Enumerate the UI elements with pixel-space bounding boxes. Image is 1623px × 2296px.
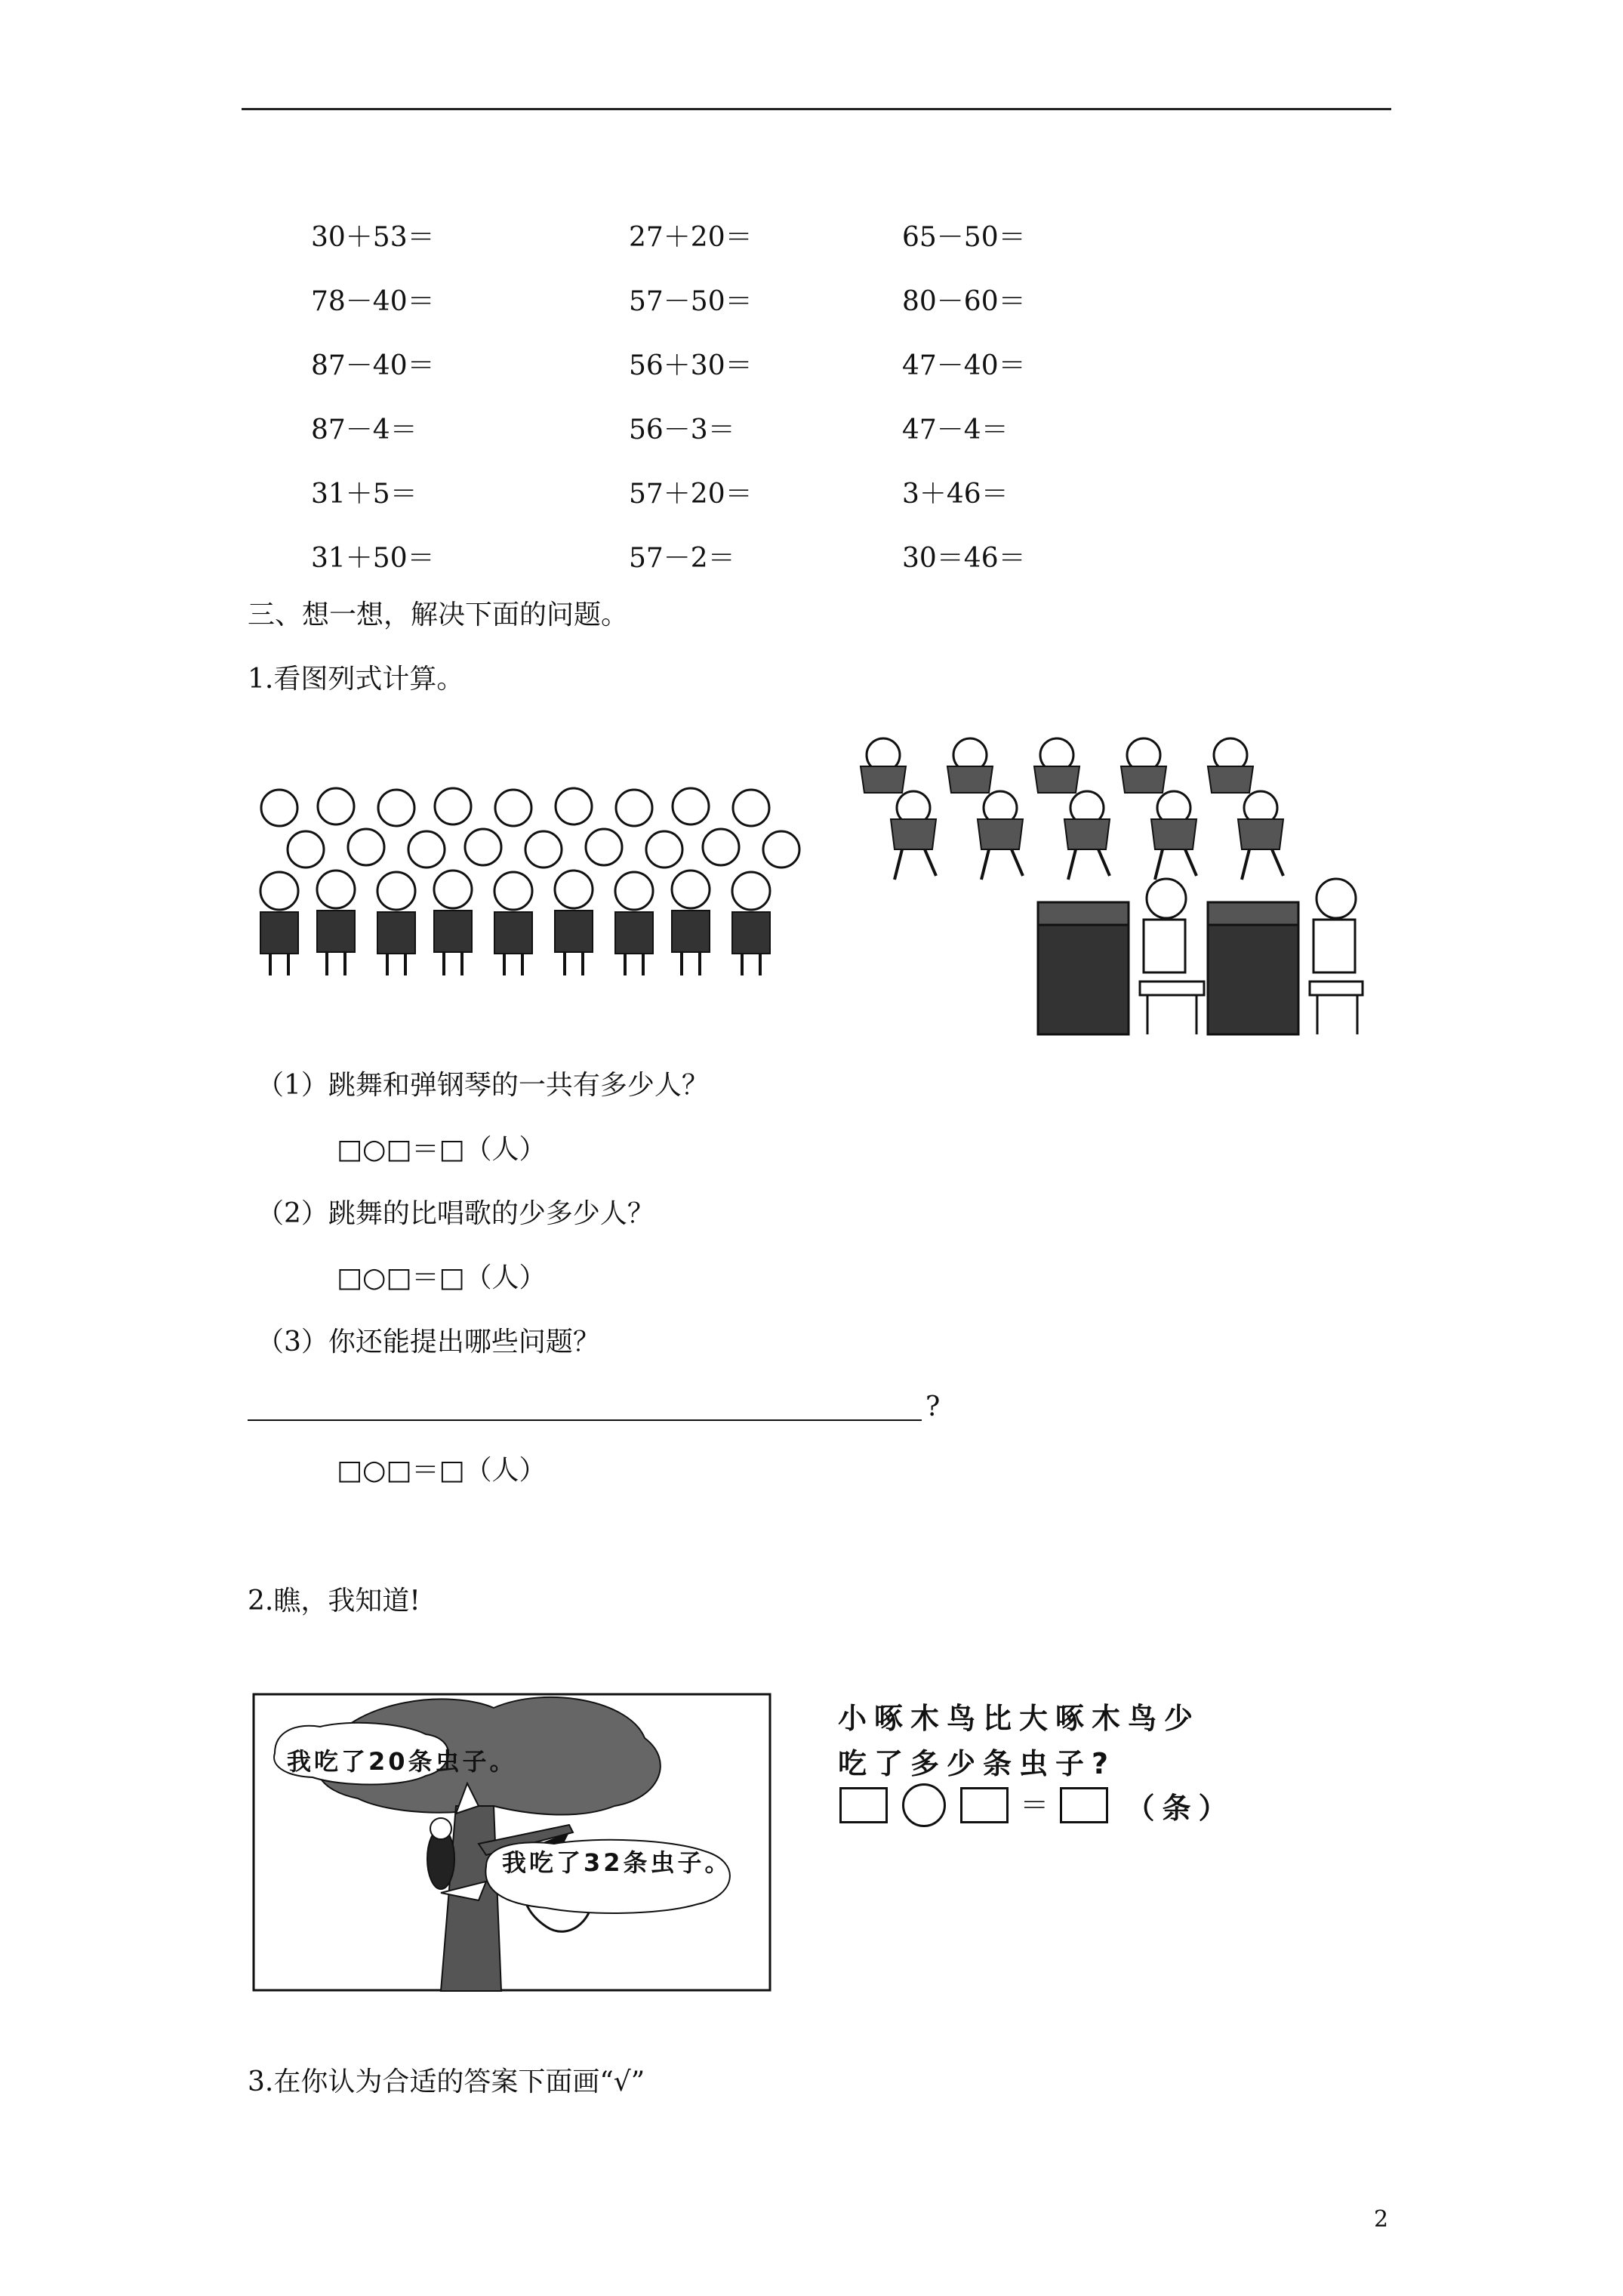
answer-box[interactable] bbox=[960, 1787, 1009, 1823]
equation: 47－40＝ bbox=[902, 350, 1026, 381]
equation: 30＋53＝ bbox=[311, 222, 435, 253]
question-mark: ? bbox=[925, 1391, 941, 1422]
sub-question-2: （2）跳舞的比唱歌的少多少人？ bbox=[257, 1198, 654, 1229]
question-3-title: 3.在你认为合适的答案下面画“√” bbox=[248, 2066, 645, 2097]
equation: 57－2＝ bbox=[629, 543, 735, 574]
woodpecker-question-line-1: 小啄木鸟比大啄木鸟少 bbox=[838, 1702, 1201, 1735]
answer-blank-line[interactable] bbox=[248, 1419, 922, 1421]
section-heading: 三、想一想，解决下面的问题。 bbox=[248, 599, 629, 630]
equation: 65－50＝ bbox=[902, 222, 1026, 253]
equation-row bbox=[311, 408, 1217, 473]
equation-row bbox=[311, 473, 1217, 537]
singer-row-middle bbox=[288, 829, 799, 868]
equation: 56－3＝ bbox=[629, 415, 735, 445]
equation: 57－50＝ bbox=[629, 286, 753, 317]
equation-row bbox=[311, 344, 1217, 408]
woodpecker-answer-formula bbox=[839, 1783, 1235, 1827]
question-1-title: 1.看图列式计算。 bbox=[248, 664, 464, 695]
formula-2: □○□＝□（人） bbox=[337, 1262, 547, 1293]
equation: 27＋20＝ bbox=[629, 222, 753, 253]
equation: 31＋5＝ bbox=[311, 479, 417, 510]
equation: 78－40＝ bbox=[311, 286, 435, 317]
small-woodpecker bbox=[427, 1818, 454, 1889]
equation: 87－4＝ bbox=[311, 415, 417, 445]
answer-box[interactable] bbox=[1060, 1787, 1108, 1823]
operator-circle[interactable] bbox=[902, 1783, 946, 1827]
sub-question-1: （1）跳舞和弹钢琴的一共有多少人？ bbox=[257, 1070, 709, 1101]
answer-box[interactable] bbox=[839, 1787, 888, 1823]
equation: 57＋20＝ bbox=[629, 479, 753, 510]
equation: 56＋30＝ bbox=[629, 350, 753, 381]
speech-text-big: 我吃了32条虫子。 bbox=[502, 1848, 732, 1877]
question-2-title: 2.瞧，我知道! bbox=[248, 1586, 420, 1616]
unit-label: （条） bbox=[1126, 1791, 1235, 1825]
page-number: 2 bbox=[1374, 2206, 1389, 2233]
header-rule bbox=[242, 108, 1391, 110]
equation: 80－60＝ bbox=[902, 286, 1026, 317]
equation: 30＝46＝ bbox=[902, 543, 1026, 574]
equals-sign: ＝ bbox=[1020, 1789, 1049, 1822]
pianists-illustration bbox=[1034, 868, 1366, 1038]
equation-row bbox=[311, 216, 1217, 280]
speech-text-small: 我吃了20条虫子。 bbox=[287, 1747, 517, 1776]
equation: 87－40＝ bbox=[311, 350, 435, 381]
equation-row bbox=[311, 280, 1217, 344]
equation-row bbox=[311, 537, 1217, 601]
equation: 3＋46＝ bbox=[902, 479, 1009, 510]
sub-question-3: （3）你还能提出哪些问题？ bbox=[257, 1327, 600, 1358]
woodpecker-question-line-2: 吃了多少条虫子? bbox=[838, 1747, 1116, 1780]
equation: 31＋50＝ bbox=[311, 543, 435, 574]
choir-illustration bbox=[249, 778, 817, 978]
singer-row-front bbox=[260, 871, 770, 910]
formula-3: □○□＝□（人） bbox=[337, 1455, 547, 1486]
singer-row-back bbox=[261, 788, 769, 826]
equation: 47－4＝ bbox=[902, 415, 1009, 445]
equation-grid bbox=[311, 216, 1217, 601]
formula-1: □○□＝□（人） bbox=[337, 1134, 547, 1165]
